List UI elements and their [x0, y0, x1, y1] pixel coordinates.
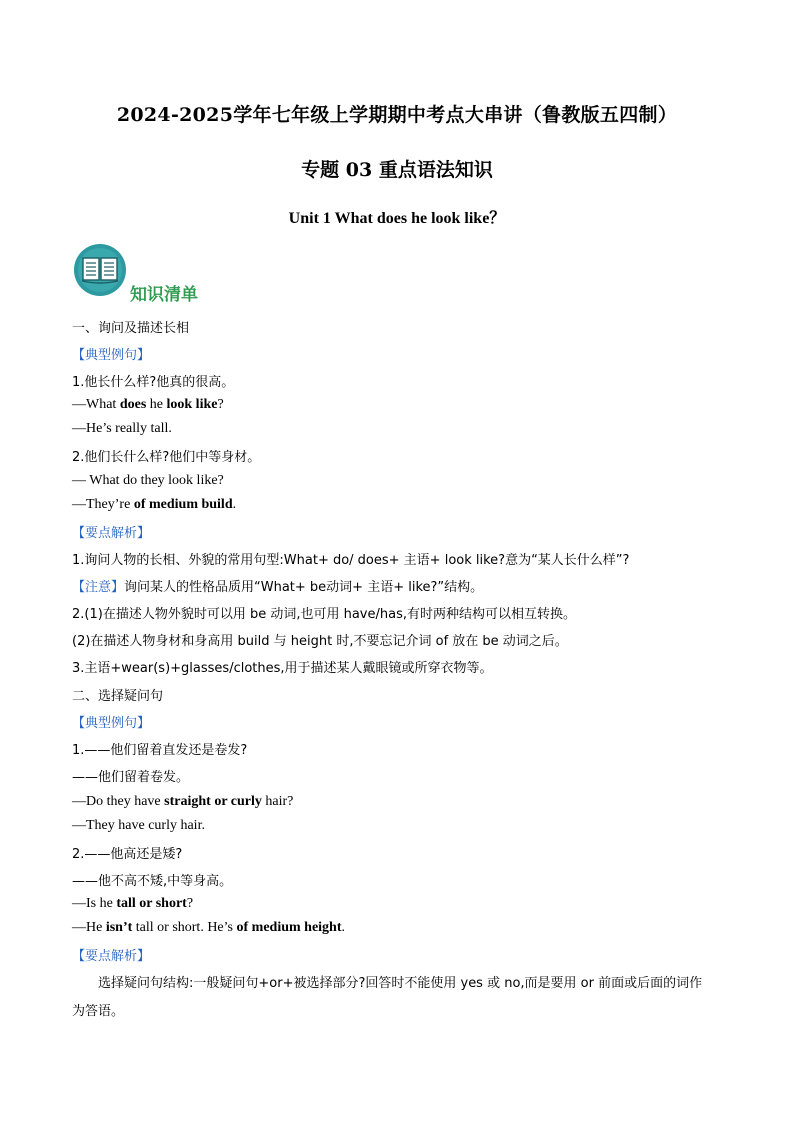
example-en: —What does he look like?: [72, 397, 224, 412]
document-subtitle: 专题 03 重点语法知识: [301, 159, 493, 181]
open-book-icon: [73, 243, 127, 297]
example-tag: 【典型例句】: [72, 716, 151, 731]
section-badge-label: 知识清单: [130, 285, 198, 305]
example-cn: ——他们留着卷发。: [72, 770, 190, 785]
analysis-tag: 【要点解析】: [72, 949, 151, 964]
example-en: — What do they look like?: [72, 473, 224, 488]
example-en: —They have curly hair.: [72, 818, 205, 833]
analysis-point: 1.询问人物的长相、外貌的常用句型:What+ do/ does+ 主语+ look like?意为“某人长什么样”?: [72, 553, 630, 568]
example-en: —He’s really tall.: [72, 421, 172, 436]
analysis-point: 选择疑问句结构:一般疑问句+or+被选择部分?回答时不能使用 yes 或 no,而是要用 or 前面或后面的词作: [98, 976, 703, 991]
example-en: —Do they have straight or curly hair?: [72, 794, 294, 809]
example-cn: ——他不高不矮,中等身高。: [72, 874, 233, 889]
analysis-point: 2.(1)在描述人物外貌时可以用 be 动词,也可用 have/has,有时两种结构可以相互转换。: [72, 607, 576, 622]
section-heading: 二、选择疑问句: [72, 689, 164, 704]
analysis-point: 3.主语+wear(s)+glasses/clothes,用于描述某人戴眼镜或所穿衣物等。: [72, 661, 493, 676]
analysis-point: (2)在描述人物身材和身高用 build 与 height 时,不要忘记介词 of 放在 be 动词之后。: [72, 634, 568, 649]
analysis-tag: 【要点解析】: [72, 526, 151, 541]
example-en: —Is he tall or short?: [72, 896, 194, 911]
section-heading: 一、询问及描述长相: [72, 321, 190, 336]
example-tag: 【典型例句】: [72, 348, 151, 363]
example-en: —He isn’t tall or short. He’s of medium height.: [72, 920, 345, 935]
example-en: —They’re of medium build.: [72, 497, 237, 512]
example-cn: 2.——他高还是矮?: [72, 847, 183, 862]
document-title: 2024-2025学年七年级上学期期中考点大串讲（鲁教版五四制）: [116, 104, 678, 126]
note-line: 【注意】询问某人的性格品质用“What+ be动词+ 主语+ like?”结构。: [72, 580, 484, 595]
analysis-point: 为答语。: [72, 1004, 125, 1019]
note-tag: 【注意】: [72, 580, 125, 595]
example-cn: 2.他们长什么样?他们中等身材。: [72, 450, 261, 465]
example-cn: 1.——他们留着直发还是卷发?: [72, 743, 248, 758]
example-cn: 1.他长什么样?他真的很高。: [72, 375, 235, 390]
unit-title: Unit 1 What does he look like？: [288, 210, 506, 227]
